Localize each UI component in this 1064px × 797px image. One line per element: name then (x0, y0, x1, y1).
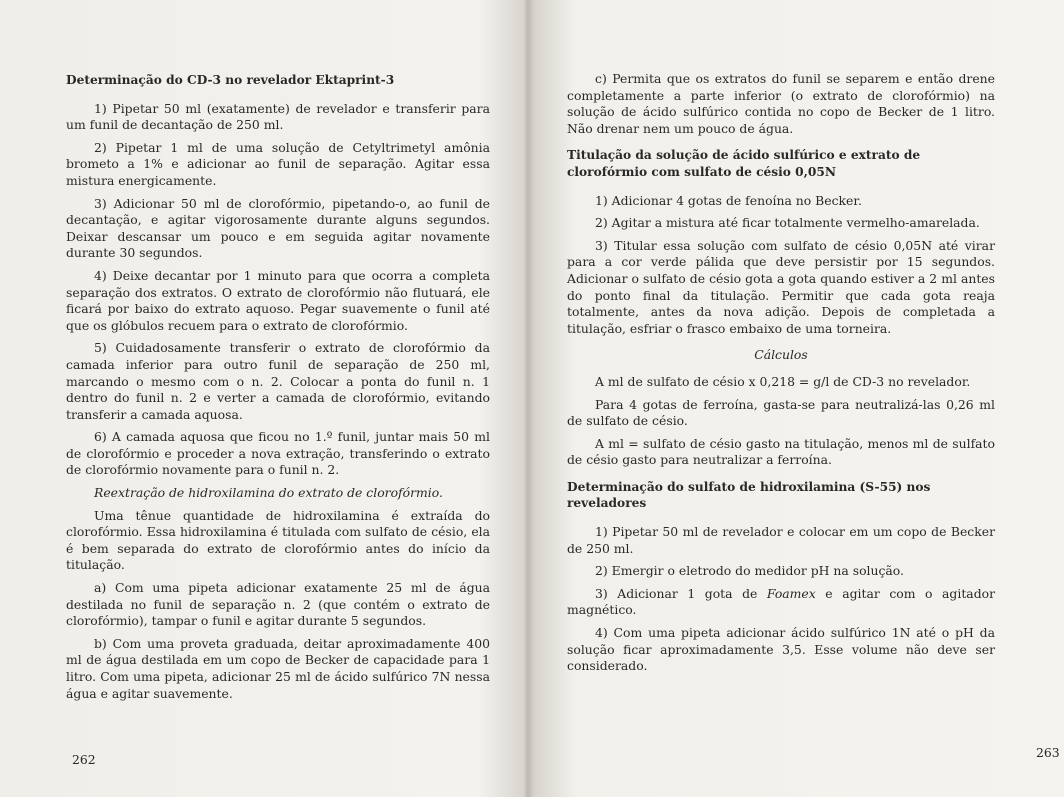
step-3: 3) Adicionar 50 ml de clorofórmio, pipetando-o, ao funil de decantação, e agitar vigorosamente durante alguns segundos. Deixar descansar um pouco e em seguida agitar novamente durante 30 segundos. (66, 195, 490, 261)
s55-step-3-prefix: 3) Adicionar 1 gota de (595, 585, 767, 601)
step-a: a) Com uma pipeta adicionar exatamente 25 ml de água destilada no funil de separação n. 2 (que contém o extrato de clorofórmio), tampar o funil e agitar durante 5 segundos. (66, 580, 490, 629)
section-heading-titration: Titulação da solução de ácido sulfúrico e extrato de clorofórmio com sulfato de césio 0,05N (567, 148, 921, 179)
section-heading-hydroxylamine: Determinação do sulfato de hidroxilamina (S-55) nos reveladores (567, 479, 931, 511)
step-6: 6) A camada aquosa que ficou no 1.º funil, juntar mais 50 ml de clorofórmio e proceder a nova extração, transferindo o extrato de clorofórmio novamente para o funil n. 2. (66, 429, 490, 478)
calc-definition: A ml = sulfato de césio gasto na titulação, menos ml de sulfato de césio gasto para neutralizar a ferroína. (567, 435, 995, 468)
s55-step-3-suffix: e agitar com o agitador magnético. (567, 585, 996, 618)
titration-step-2: 2) Agitar a mistura até ficar totalmente vermelho-amarelada. (595, 215, 980, 231)
left-page-text (66, 72, 490, 708)
right-page (540, 0, 1064, 797)
page-number-right: 263 (1036, 745, 1060, 760)
s55-step-2: 2) Emergir o eletrodo do medidor pH na solução. (595, 563, 904, 579)
foamex-term: Foamex (766, 585, 816, 601)
subheading-reextraction: Reextração de hidroxilamina do extrato de clorofórmio. (94, 485, 443, 501)
section-heading-cd3: Determinação do CD-3 no revelador Ektaprint-3 (66, 73, 395, 87)
s55-step-3 (567, 586, 995, 619)
step-5: 5) Cuidadosamente transferir o extrato de clorofórmio da camada inferior para outro funil de separação de 250 ml, marcando o mesmo com o n. 2. Colocar a ponta do funil n. 1 dentro do funil n. 2 e verter a camada de clorofórmio, evitando transferir a camada aquosa. (66, 340, 490, 422)
calc-ferroin: Para 4 gotas de ferroína, gasta-se para neutralizá-las 0,26 ml de sulfato de césio. (567, 396, 995, 429)
reextraction-intro: Uma tênue quantidade de hidroxilamina é extraída do clorofórmio. Essa hidroxilamina é titulada com sulfato de césio, ela é bem separada do extrato de clorofórmio antes do início da titulação. (66, 507, 490, 573)
step-c: c) Permita que os extratos do funil se separem e então drene completamente a parte inferior (o extrato de clorofórmio) na solução de ácido sulfúrico contida no copo de Becker de 1 litro. Não drenar nem um pouco de água. (567, 71, 995, 136)
step-b: b) Com uma proveta graduada, deitar aproximadamente 400 ml de água destilada em um copo de Becker de capacidade para 1 litro. Com uma pipeta, adicionar 25 ml de ácido sulfúrico 7N nessa água e agitar suavemente. (66, 635, 490, 701)
s55-step-4: 4) Com uma pipeta adicionar ácido sulfúrico 1N até o pH da solução ficar aproximadamente 3,5. Esse volume não deve ser considerado. (567, 625, 995, 674)
right-page-text (567, 71, 995, 681)
left-page (0, 0, 524, 797)
step-2: 2) Pipetar 1 ml de uma solução de Cetyltrimetyl amônia brometo a 1% e adicionar ao funil de separação. Agitar essa mistura energicamente. (66, 139, 490, 188)
titration-step-3: 3) Titular essa solução com sulfato de césio 0,05N até virar para a cor verde pálida que deve persistir por 15 segundos. Adicionar o sulfato de césio gota a gota quando estiver a 2 ml antes do ponto final da titulação. Permitir que cada gota reaja totalmente, antes da nova adição. Depois de completada a titulação, esfriar o frasco embaixo de uma torneira. (567, 237, 995, 336)
calc-formula: A ml de sulfato de césio x 0,218 = g/l de CD-3 no revelador. (595, 373, 971, 389)
step-1: 1) Pipetar 50 ml (exatamente) de revelador e transferir para um funil de decantação de 250 ml. (66, 100, 490, 133)
s55-step-1: 1) Pipetar 50 ml de revelador e colocar em um copo de Becker de 250 ml. (567, 524, 995, 556)
page-number-left: 262 (72, 752, 96, 767)
step-4: 4) Deixe decantar por 1 minuto para que ocorra a completa separação dos extratos. O extrato de clorofórmio não flutuará, ele ficará por baixo do extrato aquoso. Pegar suavemente o funil até que os glóbulos recuem para o extrato de clorofórmio. (66, 267, 490, 333)
titration-step-1: 1) Adicionar 4 gotas de fenoína no Becker. (595, 192, 862, 208)
calc-heading: Cálculos (754, 347, 808, 363)
